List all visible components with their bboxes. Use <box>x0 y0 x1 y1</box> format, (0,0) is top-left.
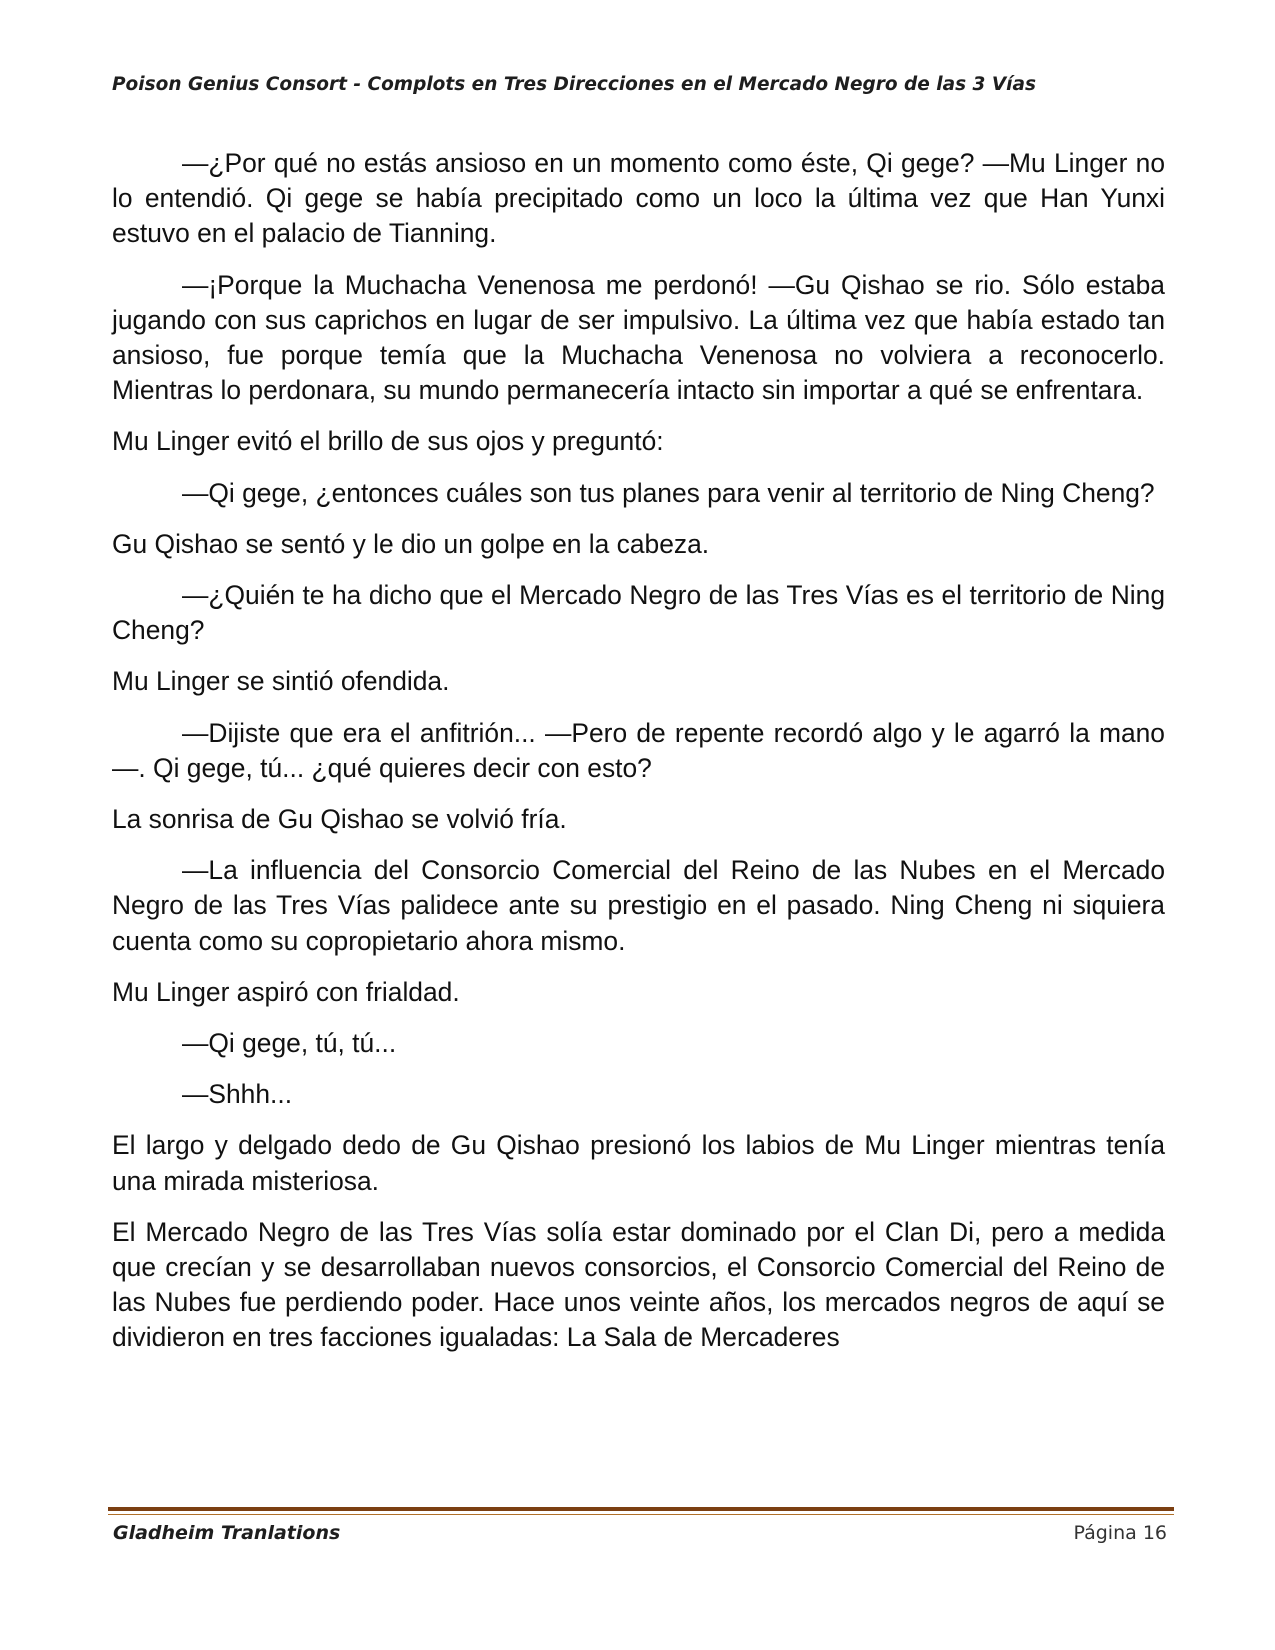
running-header: Poison Genius Consort - Complots en Tres Direcciones en el Mercado Negro de las 3 Vías <box>112 74 1036 95</box>
paragraph: —Shhh... <box>182 1079 293 1110</box>
page-label: Página <box>1073 1522 1137 1544</box>
page-number: 16 <box>1142 1522 1167 1544</box>
paragraph: El largo y delgado dedo de Gu Qishao presionó los labios de Mu Linger mientras tenía una mirada misteriosa. <box>112 1130 1165 1196</box>
footer-credit: Gladheim Tranlations <box>113 1522 341 1544</box>
paragraph: —Qi gege, tú, tú... <box>182 1028 397 1059</box>
paragraph: Gu Qishao se sentó y le dio un golpe en la cabeza. <box>112 528 710 559</box>
page-number-label <box>1073 1522 1167 1544</box>
document-body <box>112 146 1165 1372</box>
footer-rule-thin <box>108 1514 1174 1515</box>
paragraph: —¡Porque la Muchacha Venenosa me perdonó! —Gu Qishao se rio. Sólo estaba jugando con sus caprichos en lugar de ser impulsivo. La última vez que había estado tan ansioso, fue porque temía que la Muchacha Venenosa no volviera a reconocerlo. Mientras lo perdonara, su mundo permanecería intacto sin importar a qué se enfrentara. <box>112 269 1165 406</box>
paragraph: La sonrisa de Gu Qishao se volvió fría. <box>112 804 567 835</box>
paragraph: Mu Linger aspiró con frialdad. <box>112 976 460 1007</box>
paragraph: Mu Linger evitó el brillo de sus ojos y preguntó: <box>112 426 664 457</box>
paragraph: —¿Quién te ha dicho que el Mercado Negro de las Tres Vías es el territorio de Ning Cheng? <box>112 580 1165 646</box>
paragraph: El Mercado Negro de las Tres Vías solía estar dominado por el Clan Di, pero a medida que crecían y se desarrollaban nuevos consorcios, el Consorcio Comercial del Reino de las Nubes fue perdiendo poder. Hace unos veinte años, los mercados negros de aquí se dividieron en tres facciones igualadas: La Sala de Mercaderes <box>112 1216 1165 1353</box>
footer-rule <box>108 1507 1174 1511</box>
paragraph: Mu Linger se sintió ofendida. <box>112 666 450 697</box>
paragraph: —¿Por qué no estás ansioso en un momento como éste, Qi gege? —Mu Linger no lo entendió. Qi gege se había precipitado como un loco la última vez que Han Yunxi estuvo en el palacio de Tianning. <box>112 148 1165 249</box>
paragraph: —Dijiste que era el anfitrión... —Pero de repente recordó algo y le agarró la mano—. Qi gege, tú... ¿qué quieres decir con esto? <box>112 717 1165 783</box>
paragraph: —Qi gege, ¿entonces cuáles son tus planes para venir al territorio de Ning Cheng? <box>182 477 1155 508</box>
paragraph: —La influencia del Consorcio Comercial del Reino de las Nubes en el Mercado Negro de las Tres Vías palidece ante su prestigio en el pasado. Ning Cheng ni siquiera cuenta como su copropietario ahora mismo. <box>112 855 1165 956</box>
